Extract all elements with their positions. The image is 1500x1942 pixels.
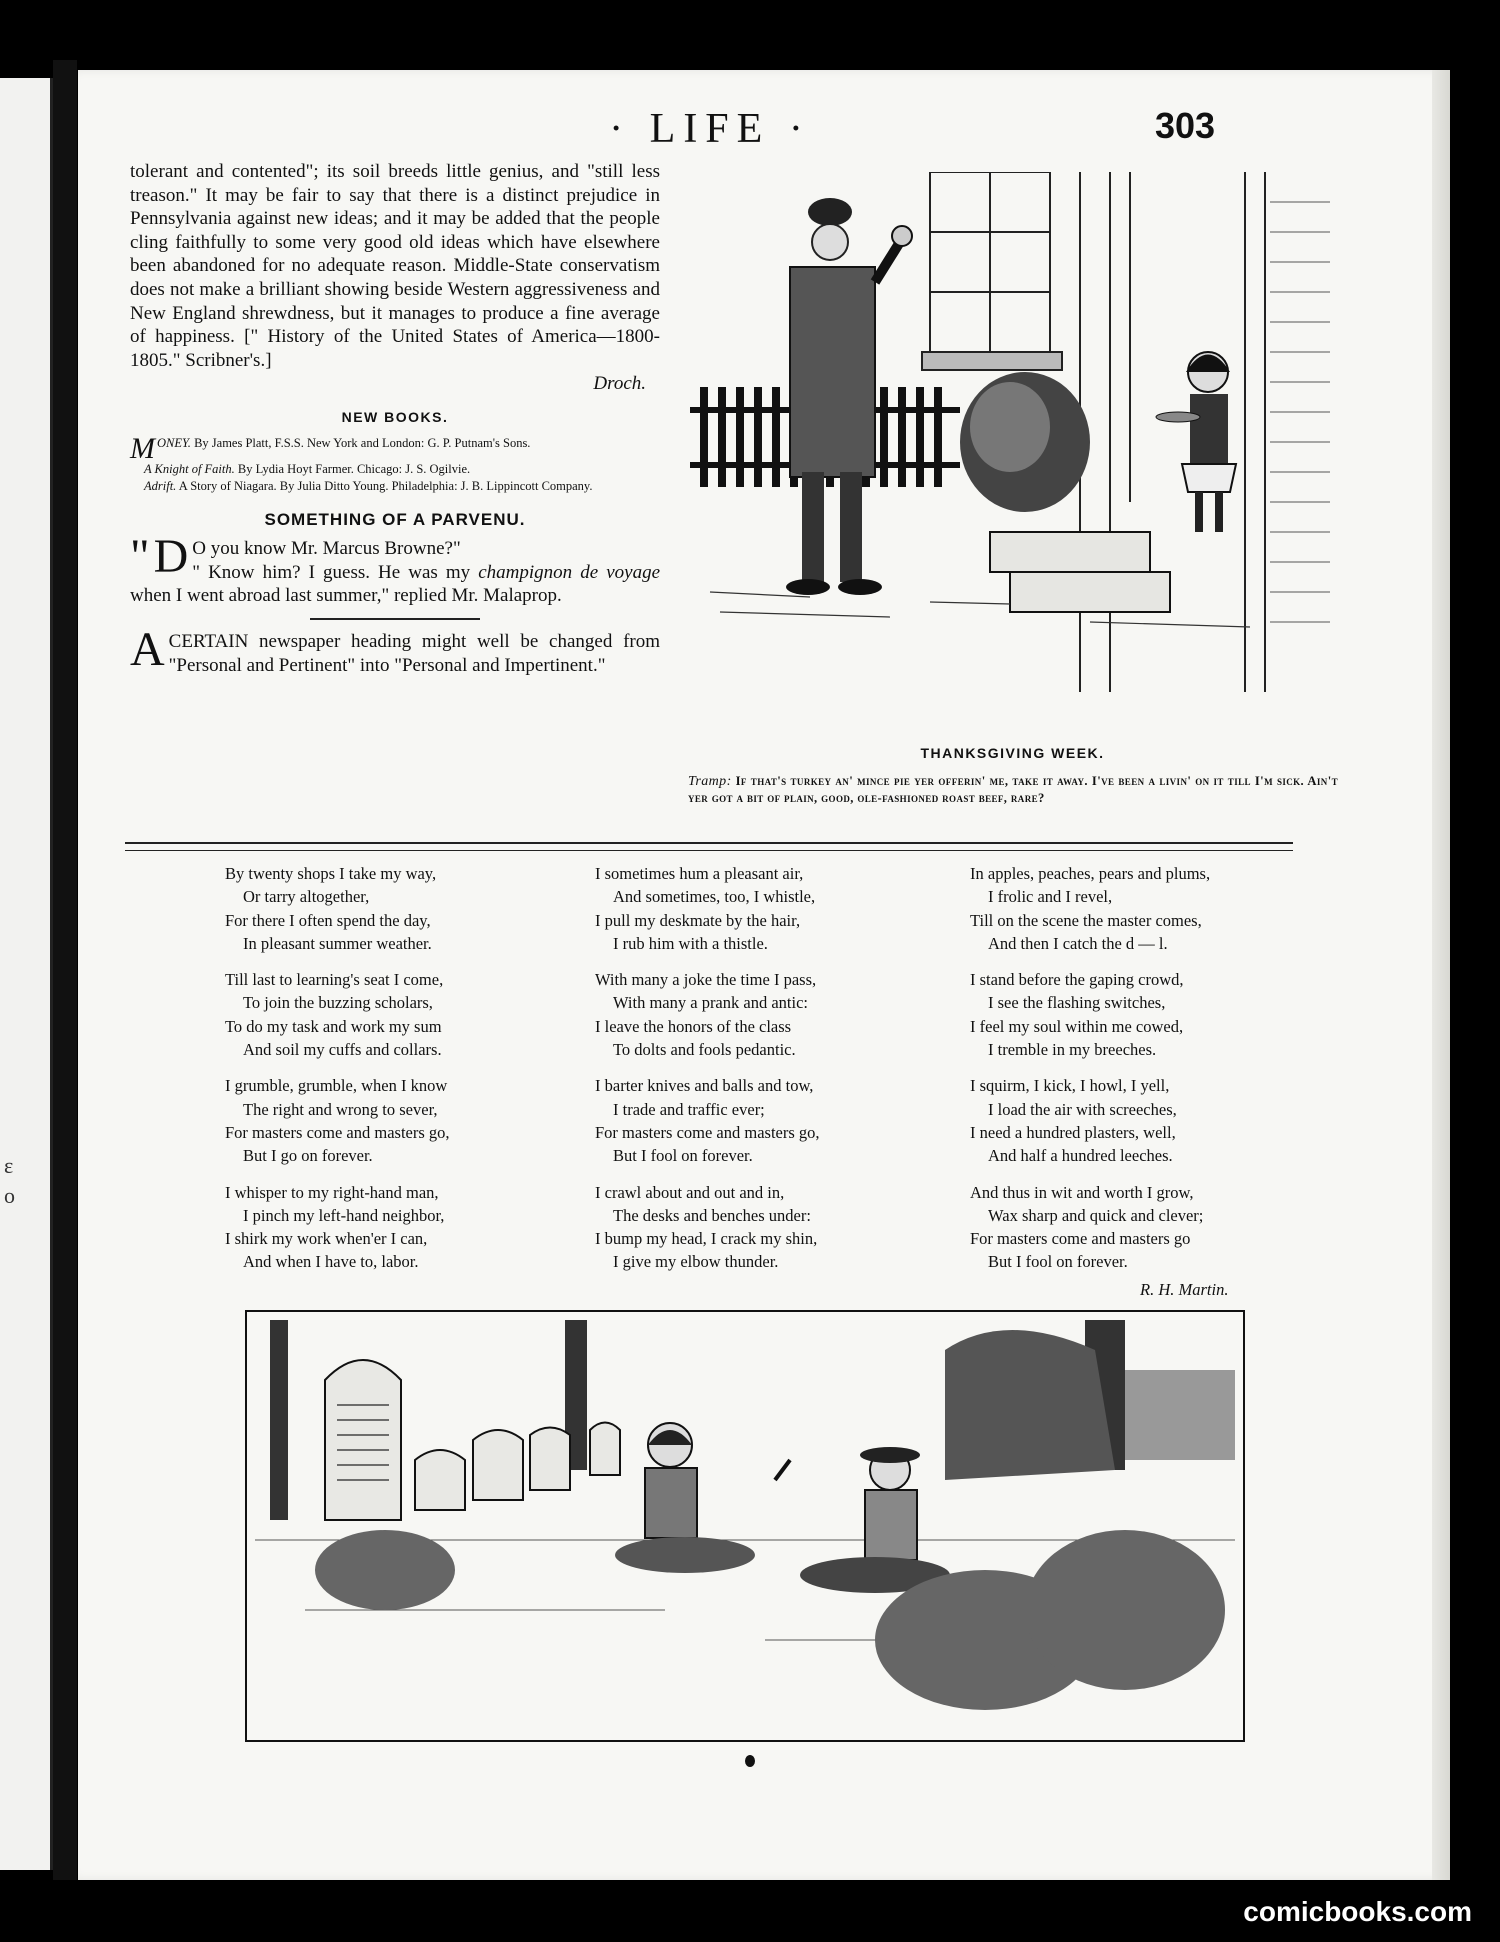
parvenu-paragraph (130, 530, 661, 608)
illustration-caption-title: THANKSGIVING WEEK. (920, 745, 1105, 761)
illustration-caption (688, 773, 1338, 807)
book-entry (130, 479, 660, 494)
poem-line: For there I often spend the day, (225, 910, 431, 930)
poem-line: I feel my soul within me cowed, (970, 1016, 1184, 1036)
poem-line: I give my elbow thunder. (613, 1252, 779, 1272)
poem-line: But I go on forever. (243, 1146, 373, 1166)
left-column (130, 160, 660, 677)
poem-line: Or tarry altogether, (243, 887, 370, 907)
masthead-title: · LIFE · (609, 106, 811, 152)
poem-stanza (225, 968, 565, 1061)
poem-line: And soil my cuffs and collars. (243, 1040, 442, 1060)
parvenu-line: when I went abroad last summer," replied Mr. Malaprop. (130, 585, 562, 607)
poem-column (595, 862, 935, 1287)
page-number: 303 (1155, 105, 1216, 146)
poem-line: I frolic and I revel, (988, 887, 1113, 907)
poem-line: Till on the scene the master comes, (970, 910, 1202, 930)
poem-line: And then I catch the d — l. (988, 933, 1168, 953)
poem-stanza (225, 1181, 565, 1274)
poem-line: Wax sharp and quick and clever; (988, 1205, 1204, 1225)
poem-line: I see the flashing switches, (988, 993, 1166, 1013)
certain-paragraph (130, 622, 660, 677)
poem-stanza (595, 968, 935, 1061)
poem-stanza (970, 862, 1310, 955)
new-books-heading: NEW BOOKS. (341, 408, 449, 425)
poem-line: But I fool on forever. (988, 1252, 1128, 1272)
book-details: By James Platt, F.S.S. New York and London: G. P. Putnam's Sons. (190, 435, 531, 450)
certain-text: CERTAIN newspaper heading might well be changed from "Personal and Pertinent" into "Personal and Impertinent." (168, 630, 660, 676)
poem-stanza (970, 1074, 1310, 1167)
poem-stanza (970, 1181, 1310, 1274)
poem-line: I stand before the gaping crowd, (970, 970, 1184, 990)
poem-line: I squirm, I kick, I howl, I yell, (970, 1076, 1170, 1096)
poem-stanza (595, 862, 935, 955)
poem-line: I grumble, grumble, when I know (225, 1076, 448, 1096)
poem-line: The right and wrong to sever, (243, 1099, 438, 1119)
poem-line: In apples, peaches, pears and plums, (970, 864, 1211, 883)
book-details: A Story of Niagara. By Julia Ditto Young. Philadelphia: J. B. Lippincott Company. (176, 478, 593, 493)
poem-line: I pinch my left-hand neighbor, (243, 1205, 445, 1225)
poem-line: To do my task and work my sum (225, 1016, 442, 1036)
poem-line: I tremble in my breeches. (988, 1040, 1157, 1060)
poem-line: With many a joke the time I pass, (595, 970, 817, 990)
full-width-rule (125, 842, 1293, 851)
margin-mark: ɛ (4, 1153, 14, 1178)
poem-line: I trade and traffic ever; (613, 1099, 765, 1119)
book-binding (53, 60, 77, 1880)
ink-smudge (745, 1755, 755, 1767)
poem-stanza (595, 1181, 935, 1274)
certain-dropcap: A (130, 622, 165, 676)
parvenu-line: " Know him? I guess. He was my (192, 561, 479, 583)
poem-stanza (225, 862, 565, 955)
poem-line: I whisper to my right-hand man, (225, 1182, 439, 1202)
poem-line: I load the air with screeches, (988, 1099, 1177, 1119)
book-title: Adrift. (144, 478, 177, 493)
poem-line: For masters come and masters go (970, 1229, 1191, 1249)
poem-line: For masters come and masters go, (595, 1122, 820, 1142)
caption-text: If that's turkey an' mince pie yer offerin' me, take it away. I've been a livin' on it till I'm sick. Ain't yer got a bit of plain, good, ole-fashioned roast beef, rare? (688, 774, 1338, 805)
poem-line: And half a hundred leeches. (988, 1146, 1173, 1166)
poem-line: To join the buzzing scholars, (243, 993, 433, 1013)
poem-signature: R. H. Martin. (1140, 1280, 1229, 1299)
poem-stanza (970, 968, 1310, 1061)
poem-line: And thus in wit and worth I grow, (970, 1182, 1194, 1202)
site-watermark: comicbooks.com (1243, 1896, 1472, 1927)
margin-mark: o (4, 1183, 15, 1208)
poem-line: I shirk my work when'er I can, (225, 1229, 428, 1249)
poem-line: And when I have to, labor. (243, 1252, 419, 1272)
caption-speaker: Tramp: (688, 774, 732, 789)
book-initial: M (130, 431, 155, 465)
poem-line: With many a prank and antic: (613, 993, 808, 1013)
page-edge-shadow (1432, 70, 1450, 1880)
poem-line: The desks and benches under: (613, 1205, 811, 1225)
book-details: By Lydia Hoyt Farmer. Chicago: J. S. Ogilvie. (234, 461, 471, 476)
parvenu-heading: SOMETHING OF A PARVENU. (264, 509, 526, 529)
poem-line: I sometimes hum a pleasant air, (595, 864, 804, 883)
poem-line: For masters come and masters go, (225, 1122, 450, 1142)
book-title: A Knight of Faith. (144, 461, 235, 476)
poem-line: I crawl about and out and in, (595, 1182, 785, 1202)
section-divider (310, 618, 480, 620)
poem-line: I leave the honors of the class (595, 1016, 792, 1036)
book-title: ONEY. (157, 435, 191, 450)
graveyard-illustration (245, 1310, 1245, 1742)
poem-line: In pleasant summer weather. (243, 933, 432, 953)
poem-line: To dolts and fools pedantic. (613, 1040, 796, 1060)
book-entry (130, 431, 660, 465)
poem-line: By twenty shops I take my way, (225, 864, 437, 883)
poem-line: I barter knives and balls and tow, (595, 1076, 814, 1096)
poem-column (970, 862, 1310, 1287)
poem-line: And sometimes, too, I whistle, (613, 887, 816, 907)
poem-stanza (595, 1074, 935, 1167)
poem-line: I rub him with a thistle. (613, 933, 768, 953)
book-entry (130, 462, 660, 477)
poem-column (225, 862, 565, 1287)
poem-stanza (225, 1074, 565, 1167)
poem-line: Till last to learning's seat I come, (225, 970, 444, 990)
review-signature: Droch. (593, 373, 646, 395)
review-paragraph: tolerant and contented"; its soil breeds little genius, and "still less treason." It may be fair to say that there is a distinct prejudice in Pennsylvania against new ideas; and it may be added that the people cling faithfully to some very good old ideas which have elsewhere been abandoned for no adequate reason. Middle-State conservatism does not make a brilliant showing beside Western aggressiveness and New England shrewdness, but it manages to produce a fine average of happiness. [" History of the United States of America—1800-1805." Scribner's.] (130, 161, 660, 371)
poem-line: I pull my deskmate by the hair, (595, 910, 801, 930)
thanksgiving-illustration (690, 172, 1335, 732)
poem-line: But I fool on forever. (613, 1146, 753, 1166)
parvenu-dropcap: " D (130, 530, 189, 584)
parvenu-line: O you know Mr. Marcus Browne?" (192, 538, 461, 560)
previous-page-edge (0, 78, 53, 1870)
parvenu-italic: champignon de voyage (478, 561, 661, 583)
poem-line: I bump my head, I crack my shin, (595, 1229, 818, 1249)
poem-line: I need a hundred plasters, well, (970, 1122, 1176, 1142)
